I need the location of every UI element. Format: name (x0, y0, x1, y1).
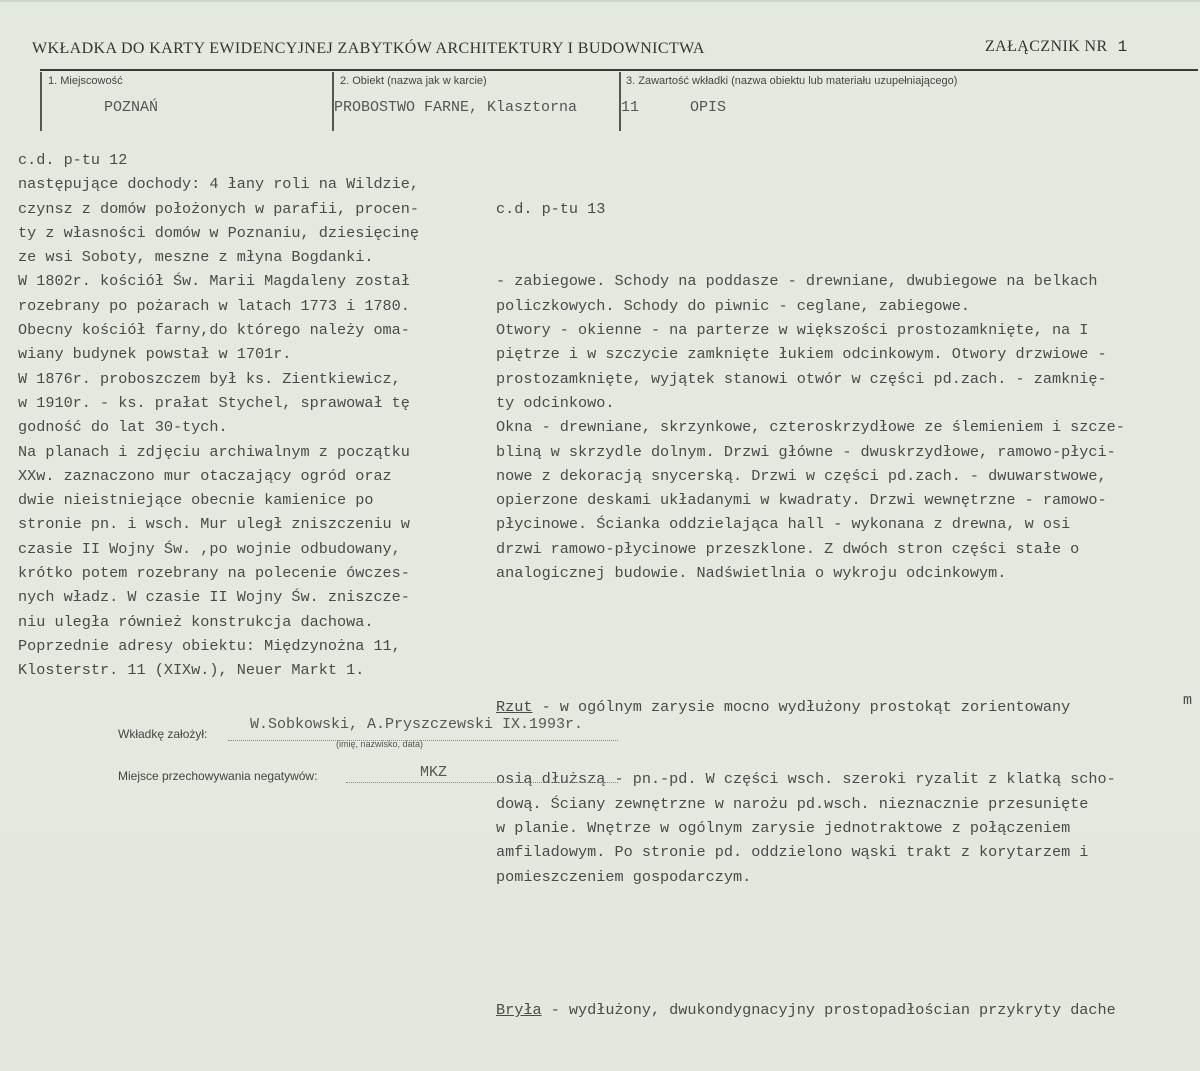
spacer (496, 938, 1125, 950)
left-text-column (18, 148, 419, 683)
text-line: prostozamknięte, wyjątek stanowi otwór w części pd.zach. - zamknię- (496, 369, 1107, 388)
text-line: drzwi ramowo-płycinowe przeszklone. Z dwóch stron części stałe o (496, 539, 1080, 558)
negatives-storage-value: MKZ (420, 764, 448, 781)
created-by-sublabel: (imię, nazwisko, data) (336, 739, 424, 749)
bryla-text: - wydłużony, dwukondygnacyjny prostopadłościan przykryty dache (541, 1001, 1116, 1020)
text-line: godność do lat 30-tych. (18, 418, 228, 437)
text-line: c.d. p-tu 13 (496, 199, 606, 218)
text-line: analogicznej budowie. Nadświetlnia o wykroju odcinkowym. (496, 564, 1007, 583)
text-line: Obecny kościół farny,do którego należy oma- (18, 321, 410, 340)
content-value: OPIS (690, 99, 727, 116)
text-line: policzkowych. Schody do piwnic - ceglane, zabiegowe. (496, 296, 970, 315)
text-line: bliną w skrzydle dolnym. Drzwi główne - dwuskrzydłowe, ramowo-płyci- (496, 442, 1116, 461)
text-line: Poprzednie adresy obiektu: Międzynożna 11, (18, 636, 401, 655)
field-divider (40, 72, 42, 131)
text-block (496, 269, 1125, 585)
text-line (496, 998, 1125, 1022)
text-line: następujące dochody: 4 łany roli na Wildzie, (18, 175, 420, 194)
text-line: rozebrany po pożarach w latach 1773 i 1780. (18, 296, 410, 315)
annex-number (985, 38, 1128, 56)
text-line: W 1802r. kościół Św. Marii Magdaleny został (18, 272, 410, 291)
negatives-storage-line (346, 782, 618, 783)
text-line: wiany budynek powstał w 1701r. (18, 345, 292, 364)
text-line: w planie. Wnętrze w ogólnym zarysie jednotraktowe z połączeniem (496, 819, 1071, 838)
text-line: pomieszczeniem gospodarczym. (496, 867, 752, 886)
locality-value: POZNAŃ (104, 99, 159, 116)
text-line: Na planach i zdjęciu archiwalnym z początku (18, 442, 410, 461)
content-number: 11 (621, 99, 640, 116)
form-title: WKŁADKA DO KARTY EWIDENCYJNEJ ZABYTKÓW ARCHITEKTURY I BUDOWNICTWA (32, 40, 705, 57)
right-text-column (496, 148, 1125, 1071)
annex-label: ZAŁĄCZNIK NR (985, 38, 1108, 55)
text-block (496, 767, 1125, 888)
object-label: 2. Obiekt (nazwa jak w karcie) (340, 75, 487, 87)
text-line: krótko potem rozebrany na polecenie ówczes- (18, 564, 410, 583)
object-value: PROBOSTWO FARNE, Klasztorna (334, 99, 578, 116)
locality-label: 1. Miejscowość (48, 75, 123, 87)
text-line: płycinowe. Ścianka oddzielająca hall - wykonana z drewna, w osi (496, 515, 1071, 534)
annex-value: 1 (1117, 38, 1128, 56)
text-line: dową. Ściany zewnętrzne w narożu pd.wsch. nieznacznie przesunięte (496, 794, 1089, 813)
text-line: amfiladowym. Po stronie pd. oddzielono wąski trakt z korytarzem i (496, 843, 1089, 862)
text-line: osią dłuższą - pn.-pd. W części wsch. szeroki ryzalit z klatką scho- (496, 770, 1116, 789)
bryla-heading: Bryła (496, 1001, 542, 1020)
text-line: Otwory - okienne - na parterze w większości prostozamknięte, na I (496, 321, 1089, 340)
content-label: 3. Zawartość wkładki (nazwa obiektu lub materiału uzupełniającego) (626, 75, 958, 87)
spacer (496, 634, 1125, 646)
text-line: niu uległa również konstrukcja dachowa. (18, 612, 374, 631)
text-line: stronie pn. i wsch. Mur uległ zniszczeniu w (18, 515, 410, 534)
text-line (496, 695, 1125, 719)
text-line: XXw. zaznaczono mur otaczający ogród oraz (18, 466, 392, 485)
text-line: nowe z dekoracją snycerską. Drzwi w części pd.zach. - dwuwarstwowe, (496, 466, 1107, 485)
text-line: w 1910r. - ks. prałat Stychel, sprawował tę (18, 393, 410, 412)
top-edge (0, 0, 1200, 2)
text-line: c.d. p-tu 12 (18, 151, 128, 169)
text-line: nych władz. W czasie II Wojny Św. zniszcze- (18, 588, 410, 607)
text-line: W 1876r. proboszczem był ks. Zientkiewicz, (18, 369, 401, 388)
text-line: dwie nieistniejące obecnie kamienice po (18, 491, 374, 510)
text-line: Okna - drewniane, skrzynkowe, czteroskrzydłowe ze ślemieniem i szcze- (496, 418, 1125, 437)
overflow-char: m (1183, 692, 1193, 709)
text-line: ze wsi Soboty, meszne z młyna Bogdanki. (18, 248, 374, 267)
rzut-heading: Rzut (496, 697, 533, 716)
created-by-label: Wkładkę założył: (118, 727, 208, 741)
text-line: opierzone deskami układanymi w kwadraty. Drzwi wewnętrzne - ramowo- (496, 491, 1107, 510)
text-line: czynsz z domów położonych w parafii, procen- (18, 199, 420, 218)
text-line: ty z własności domów w Poznaniu, dziesięcinę (18, 223, 420, 242)
negatives-storage-label: Miejsce przechowywania negatywów: (118, 769, 318, 783)
text-line: ty odcinkowo. (496, 393, 615, 412)
text-line: - zabiegowe. Schody na poddasze - drewniane, dwubiegowe na belkach (496, 272, 1098, 291)
text-line: czasie II Wojny Św. ,po wojnie odbudowany, (18, 539, 401, 558)
text-line: Klosterstr. 11 (XIXw.), Neuer Markt 1. (18, 661, 365, 680)
text-line: piętrze i w szczycie zamknięte łukiem odcinkowym. Otwory drzwiowe - (496, 345, 1107, 364)
rzut-text: - w ogólnym zarysie mocno wydłużony prostokąt zorientowany (532, 697, 1071, 716)
created-by-value: W.Sobkowski, A.Pryszczewski IX.1993r. (250, 716, 584, 733)
